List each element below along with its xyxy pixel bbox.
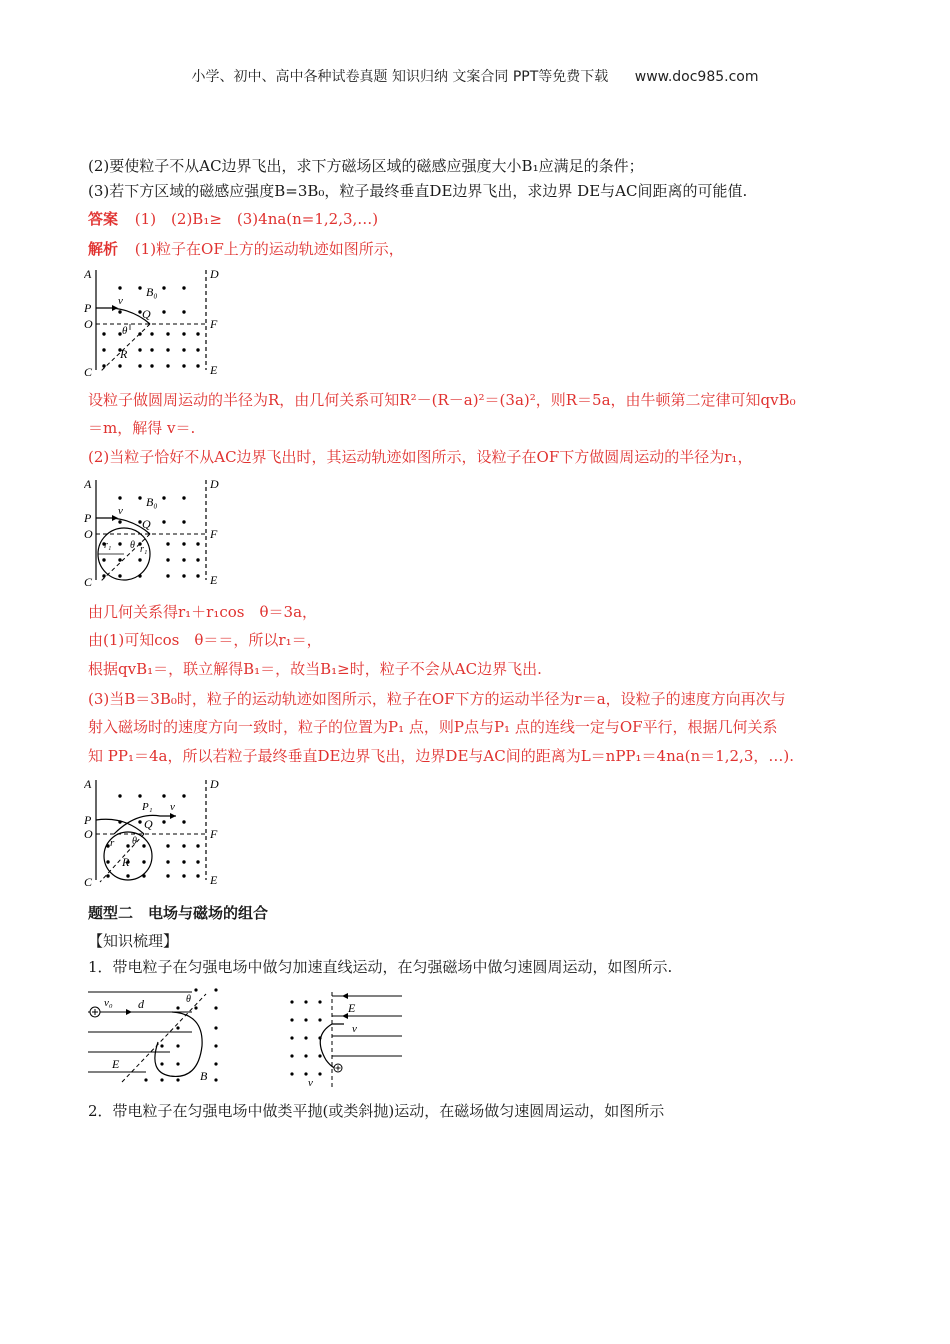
label-B: B xyxy=(200,1069,208,1083)
label-P1: P₁ xyxy=(142,801,153,813)
label-theta: θ xyxy=(132,836,137,847)
solution-3b: 射入磁场时的速度方向一致时，粒子的位置为P₁ 点，则P点与P₁ 点的连线一定与OF平行，根据几何关系 xyxy=(88,718,778,736)
label-E: E xyxy=(210,573,218,587)
label-P: P xyxy=(84,511,92,525)
label-O: O xyxy=(84,527,93,541)
label-A: A xyxy=(84,777,92,791)
label-P: P xyxy=(84,301,92,315)
label-D: D xyxy=(210,777,219,791)
answer-line xyxy=(88,208,378,230)
solution-2b: 由(1)可知cos θ＝＝，所以r₁＝， xyxy=(88,631,322,649)
label-Q: Q xyxy=(142,307,151,321)
figure-5 xyxy=(286,990,406,1090)
label-E: E xyxy=(348,1001,356,1015)
label-v-b: v xyxy=(308,1077,313,1089)
header-site: www.doc985.com xyxy=(634,69,759,85)
figure-3 xyxy=(84,776,224,888)
label-r: r xyxy=(110,837,115,849)
label-D: D xyxy=(210,267,219,281)
label-C: C xyxy=(84,575,93,588)
solution-2a: 由几何关系得r₁＋r₁cos θ＝3a， xyxy=(88,603,318,621)
label-theta: θ xyxy=(122,325,128,337)
figure-4 xyxy=(86,984,236,1084)
label-O: O xyxy=(84,317,93,331)
label-v: v xyxy=(118,295,123,307)
header-text: 小学、初中、高中各种试卷真题 知识归纳 文案合同 PPT等免费下载 xyxy=(191,69,609,85)
question-3: (3)若下方区域的磁感应强度B=3B₀，粒子最终垂直DE边界飞出，求边界 DE与AC间距离的可能值. xyxy=(88,182,748,200)
question-2: (2)要使粒子不从AC边界飞出，求下方磁场区域的磁感应强度大小B₁应满足的条件； xyxy=(88,157,644,175)
label-R: R xyxy=(120,347,128,361)
label-B0: B₀ xyxy=(146,285,158,299)
figure-2 xyxy=(84,476,224,588)
label-v0: v₀ xyxy=(104,997,113,1009)
label-E: E xyxy=(112,1057,120,1071)
page-header xyxy=(0,66,950,86)
label-v: v xyxy=(352,1023,357,1035)
label-Q: Q xyxy=(142,517,151,531)
solution-3c: 知 PP₁＝4a，所以若粒子最终垂直DE边界飞出，边界DE与AC间的距离为L＝nPP₁＝4na(n＝1,2,3，…). xyxy=(88,747,794,765)
label-B0: B₀ xyxy=(146,495,158,509)
analysis-1: (1)粒子在OF上方的运动轨迹如图所示， xyxy=(134,240,404,258)
label-E: E xyxy=(210,363,218,377)
analysis-label: 解析 xyxy=(88,240,119,258)
knowledge-2: 2．带电粒子在匀强电场中做类平抛(或类斜抛)运动，在磁场做匀速圆周运动，如图所示 xyxy=(88,1102,665,1120)
label-D: D xyxy=(210,477,219,491)
solution-1a: 设粒子做圆周运动的半径为R，由几何关系可知R²－(R－a)²＝(3a)²，则R＝5a，由牛顿第二定律可知qvB₀ xyxy=(88,391,796,409)
label-F: F xyxy=(210,827,218,841)
label-R: R xyxy=(122,855,130,869)
label-C: C xyxy=(84,365,93,378)
section-title: 题型二 电场与磁场的组合 xyxy=(88,904,269,922)
label-A: A xyxy=(84,267,92,281)
knowledge-1: 1．带电粒子在匀强电场中做匀加速直线运动，在匀强磁场中做匀速圆周运动，如图所示. xyxy=(88,958,673,976)
label-r1: r₁ xyxy=(104,540,112,551)
solution-2c: 根据qvB₁＝，联立解得B₁＝，故当B₁≥时，粒子不会从AC边界飞出. xyxy=(88,660,542,678)
knowledge-title: 【知识梳理】 xyxy=(88,932,179,950)
label-d: d xyxy=(138,997,144,1011)
analysis-line xyxy=(88,238,404,260)
solution-2: (2)当粒子恰好不从AC边界飞出时，其运动轨迹如图所示，设粒子在OF下方做圆周运动的半径为r₁， xyxy=(88,448,753,466)
label-E: E xyxy=(210,873,218,887)
figure-1 xyxy=(84,266,224,378)
label-Q: Q xyxy=(144,817,153,831)
solution-1b: ＝m，解得 v＝. xyxy=(88,419,196,437)
label-theta: θ xyxy=(186,994,191,1005)
label-A: A xyxy=(84,477,92,491)
label-F: F xyxy=(210,527,218,541)
label-r1-b: r₁ xyxy=(140,544,148,555)
label-theta: θ xyxy=(130,540,135,551)
label-C: C xyxy=(84,875,93,888)
label-O: O xyxy=(84,827,93,841)
solution-3a: (3)当B＝3B₀时，粒子的运动轨迹如图所示，粒子在OF下方的运动半径为r＝a，设粒子的速度方向再次与 xyxy=(88,690,786,708)
label-v: v xyxy=(170,801,175,813)
label-F: F xyxy=(210,317,218,331)
label-v: v xyxy=(118,505,123,517)
label-P: P xyxy=(84,813,92,827)
answer-text: (1) (2)B₁≥ (3)4na(n=1,2,3,…) xyxy=(134,210,379,228)
answer-label: 答案 xyxy=(88,210,119,228)
